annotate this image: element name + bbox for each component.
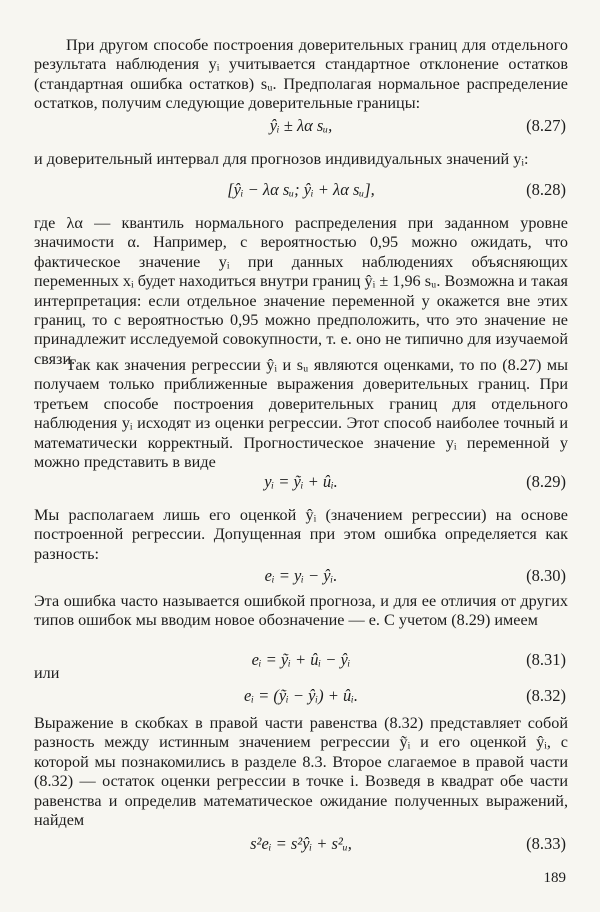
- equation-8-30: [34, 566, 568, 590]
- paragraph-4: Так как значения регрессии ŷᵢ и sᵤ являются оценками, то по (8.27) мы получаем только приближенные выражения доверительных границ. При третьем способе построения доверительных границ для отдельного наблюдения yᵢ исходят из оценки регрессии. Этот способ наиболее точный и математически корректный. Прогностическое значение yᵢ переменной y можно представить в виде: [34, 356, 568, 472]
- equation-8-33-number: (8.33): [526, 834, 566, 853]
- equation-8-29: [34, 472, 568, 496]
- paragraph-6: Эта ошибка часто называется ошибкой прогноза, и для ее отличия от других типов ошибок мы вводим новое обозначение — e. С учетом (8.29) имеем: [34, 592, 568, 630]
- paragraph-7: или: [34, 664, 60, 682]
- equation-8-28: [34, 180, 568, 204]
- equation-8-27-number: (8.27): [526, 116, 566, 135]
- paragraph-5: Мы располагаем лишь его оценкой ŷᵢ (значением регрессии) на основе построенной регрессии. Допущенная при этом ошибка определяется как разность:: [34, 506, 568, 563]
- equation-8-32-formula: eᵢ = (ỹᵢ − ŷᵢ) + ûᵢ.: [244, 686, 358, 705]
- equation-8-29-formula: yᵢ = ỹᵢ + ûᵢ.: [264, 472, 338, 491]
- equation-8-32-number: (8.32): [526, 686, 566, 705]
- equation-8-31-formula: eᵢ = ỹᵢ + ûᵢ − ŷᵢ: [251, 650, 351, 669]
- paragraph-3: где λα — квантиль нормального распределения при заданном уровне значимости α. Например, с вероятностью 0,95 можно ожидать, что фактическое значение yᵢ при данных наблюдениях объясняющих переменных xᵢ будет находиться внутри границ ŷᵢ ± 1,96 sᵤ. Возможна и такая интерпретация: если отдельное значение переменной y окажется вне этих границ, то с вероятностью 0,95 можно предположить, что это значение не принадлежит исследуемой совокупности, т. е. оно не типично для изучаемой связи.: [34, 214, 568, 368]
- equation-8-32: [34, 686, 568, 710]
- equation-8-30-number: (8.30): [526, 566, 566, 585]
- paragraph-2: и доверительный интервал для прогнозов индивидуальных значений yᵢ:: [34, 150, 529, 168]
- paragraph-8: Выражение в скобках в правой части равенства (8.32) представляет собой разность между истинным значением регрессии ỹᵢ и его оценкой ŷᵢ, с которой мы познакомились в разделе 8.3. Второе слагаемое в правой части (8.32) — остаток оценки регрессии в точке i. Возведя в квадрат обе части равенства и определив математическое ожидание полученных выражений, найдем: [34, 714, 568, 830]
- equation-8-27: [34, 116, 568, 140]
- equation-8-29-number: (8.29): [526, 472, 566, 491]
- equation-8-27-formula: ŷᵢ ± λα sᵤ,: [269, 116, 333, 135]
- equation-8-31-number: (8.31): [526, 650, 566, 669]
- paragraph-1: При другом способе построения доверительных границ для отдельного результата наблюдения yᵢ учитывается стандартное отклонение остатков (стандартная ошибка остатков) sᵤ. Предполагая нормальное распределение остатков, получим следующие доверительные границы:: [34, 36, 568, 113]
- equation-8-33-formula: s²eᵢ = s²ŷᵢ + s²ᵤ,: [250, 834, 352, 853]
- equation-8-30-formula: eᵢ = yᵢ − ŷᵢ.: [264, 566, 338, 585]
- equation-8-28-formula: [ŷᵢ − λα sᵤ; ŷᵢ + λα sᵤ],: [227, 180, 375, 199]
- page-number: 189: [543, 870, 566, 886]
- equation-8-28-number: (8.28): [526, 180, 566, 199]
- equation-8-33: [34, 834, 568, 858]
